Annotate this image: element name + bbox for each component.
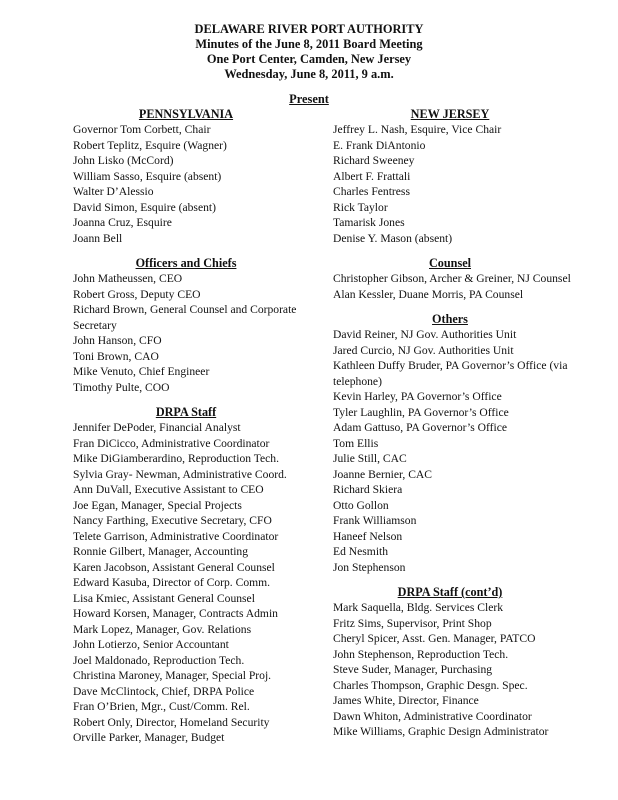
header-location: One Port Center, Camden, New Jersey: [206, 52, 412, 66]
attendee-entry: James White, Director, Finance: [333, 694, 479, 707]
attendee-entry: Fritz Sims, Supervisor, Print Shop: [333, 616, 492, 630]
attendee-entry: Orville Parker, Manager, Budget: [73, 731, 225, 744]
attendee-entry: John Hanson, CFO: [73, 334, 162, 347]
attendee-entry: Richard Sweeney: [333, 154, 415, 167]
attendee-entry: Ed Nesmith: [333, 545, 389, 558]
attendee-entry: Charles Thompson, Graphic Desgn. Spec.: [333, 678, 528, 692]
attendee-entry: E. Frank DiAntonio: [333, 138, 426, 152]
attendee-entry: Mike Williams, Graphic Design Administrator: [333, 725, 549, 738]
attendee-entry: Mark Saquella, Bldg. Services Clerk: [333, 601, 504, 614]
attendee-entry: Christopher Gibson, Archer & Greiner, NJ Counsel: [333, 272, 571, 285]
counsel-section: [333, 255, 595, 302]
attendee-entry: Ronnie Gilbert, Manager, Accounting: [73, 545, 249, 558]
attendee-entry: Jared Curcio, NJ Gov. Authorities Unit: [333, 343, 514, 357]
drpa-staff-section: [73, 404, 335, 746]
attendee-entry: Joe Egan, Manager, Special Projects: [73, 498, 242, 512]
pennsylvania-section: [73, 106, 335, 246]
counsel-title: Counsel: [429, 256, 471, 270]
attendee-entry: Jennifer DePoder, Financial Analyst: [73, 421, 241, 434]
attendee-entry: Lisa Kmiec, Assistant General Counsel: [73, 591, 255, 605]
attendee-entry: Tom Ellis: [333, 436, 379, 450]
attendee-entry: Toni Brown, CAO: [73, 349, 159, 363]
attendee-entry: Dave McClintock, Chief, DRPA Police: [73, 684, 255, 698]
attendee-entry: Nancy Farthing, Executive Secretary, CFO: [73, 514, 272, 527]
pennsylvania-title: PENNSYLVANIA: [138, 107, 234, 121]
attendee-entry: Kevin Harley, PA Governor’s Office: [333, 390, 502, 403]
drpa-staff-contd-section: [333, 584, 595, 740]
attendee-entry: Kathleen Duffy Bruder, PA Governor’s Office (via telephone): [333, 359, 568, 388]
attendee-entry: Joel Maldonado, Reproduction Tech.: [73, 653, 245, 667]
others-title: Others: [432, 312, 468, 326]
attendee-entry: Richard Brown, General Counsel and Corporate Secretary: [73, 303, 297, 332]
attendee-entry: Edward Kasuba, Director of Corp. Comm.: [73, 576, 271, 589]
drpa-staff-title: DRPA Staff: [155, 405, 217, 419]
attendee-entry: Denise Y. Mason (absent): [333, 231, 453, 245]
attendee-entry: Frank Williamson: [333, 514, 417, 527]
attendee-entry: Karen Jacobson, Assistant General Counsel: [73, 560, 275, 574]
officers-title: Officers and Chiefs: [135, 256, 237, 270]
attendee-entry: Fran DiCicco, Administrative Coordinator: [73, 436, 270, 450]
attendee-entry: Sylvia Gray- Newman, Administrative Coord.: [73, 467, 287, 481]
header-org: DELAWARE RIVER PORT AUTHORITY: [194, 22, 424, 36]
attendee-entry: Timothy Pulte, COO: [73, 380, 170, 394]
attendee-entry: Governor Tom Corbett, Chair: [73, 123, 211, 136]
attendee-entry: Tyler Laughlin, PA Governor’s Office: [333, 405, 509, 419]
attendee-entry: Robert Only, Director, Homeland Security: [73, 715, 270, 729]
document-header: [0, 22, 618, 82]
attendee-entry: Albert F. Frattali: [333, 169, 411, 183]
new-jersey-section: [333, 106, 595, 246]
attendee-entry: Howard Korsen, Manager, Contracts Admin: [73, 607, 278, 620]
attendee-entry: Telete Garrison, Administrative Coordinator: [73, 529, 279, 543]
attendee-entry: Joanne Bernier, CAC: [333, 467, 433, 481]
attendee-entry: Richard Skiera: [333, 483, 403, 496]
attendee-entry: Ann DuVall, Executive Assistant to CEO: [73, 483, 264, 496]
attendee-entry: John Stephenson, Reproduction Tech.: [333, 647, 509, 661]
attendee-entry: David Simon, Esquire (absent): [73, 200, 216, 214]
attendee-entry: Joanna Cruz, Esquire: [73, 216, 172, 229]
attendee-entry: Christina Maroney, Manager, Special Proj.: [73, 669, 272, 682]
drpa-staff-contd-title: DRPA Staff (cont’d): [397, 585, 503, 599]
present-heading: Present: [289, 92, 329, 106]
attendee-entry: Robert Gross, Deputy CEO: [73, 287, 201, 301]
header-title: Minutes of the June 8, 2011 Board Meeting: [195, 37, 423, 51]
attendee-entry: Mike Venuto, Chief Engineer: [73, 365, 210, 378]
left-column: [73, 106, 335, 746]
attendee-entry: Fran O’Brien, Mgr., Cust/Comm. Rel.: [73, 700, 250, 713]
attendee-entry: Joann Bell: [73, 231, 123, 245]
right-column: [333, 106, 595, 740]
attendee-entry: Tamarisk Jones: [333, 216, 405, 229]
attendee-entry: Steve Suder, Manager, Purchasing: [333, 663, 493, 676]
attendee-entry: Robert Teplitz, Esquire (Wagner): [73, 138, 227, 152]
officers-section: [73, 255, 335, 395]
attendee-entry: John Matheussen, CEO: [73, 272, 183, 285]
attendee-entry: Walter D’Alessio: [73, 185, 154, 198]
attendee-entry: Julie Still, CAC: [333, 452, 407, 465]
attendee-entry: Cheryl Spicer, Asst. Gen. Manager, PATCO: [333, 632, 536, 645]
attendee-entry: Alan Kessler, Duane Morris, PA Counsel: [333, 287, 524, 301]
attendee-entry: Rick Taylor: [333, 200, 388, 214]
attendee-entry: Mike DiGiamberardino, Reproduction Tech.: [73, 452, 279, 465]
attendee-entry: Haneef Nelson: [333, 529, 403, 543]
attendee-entry: Mark Lopez, Manager, Gov. Relations: [73, 622, 252, 636]
attendee-entry: Jeffrey L. Nash, Esquire, Vice Chair: [333, 123, 502, 136]
attendee-entry: John Lisko (McCord): [73, 154, 174, 167]
attendee-entry: Jon Stephenson: [333, 560, 406, 574]
attendee-entry: Charles Fentress: [333, 185, 410, 198]
attendee-entry: Dawn Whiton, Administrative Coordinator: [333, 709, 532, 723]
attendee-entry: John Lotierzo, Senior Accountant: [73, 638, 229, 651]
attendee-entry: Adam Gattuso, PA Governor’s Office: [333, 421, 507, 434]
attendee-entry: David Reiner, NJ Gov. Authorities Unit: [333, 328, 517, 341]
attendee-entry: Otto Gollon: [333, 498, 389, 512]
new-jersey-title: NEW JERSEY: [410, 107, 490, 121]
header-date: Wednesday, June 8, 2011, 9 a.m.: [224, 67, 394, 81]
attendee-entry: William Sasso, Esquire (absent): [73, 169, 222, 183]
others-section: [333, 311, 595, 575]
